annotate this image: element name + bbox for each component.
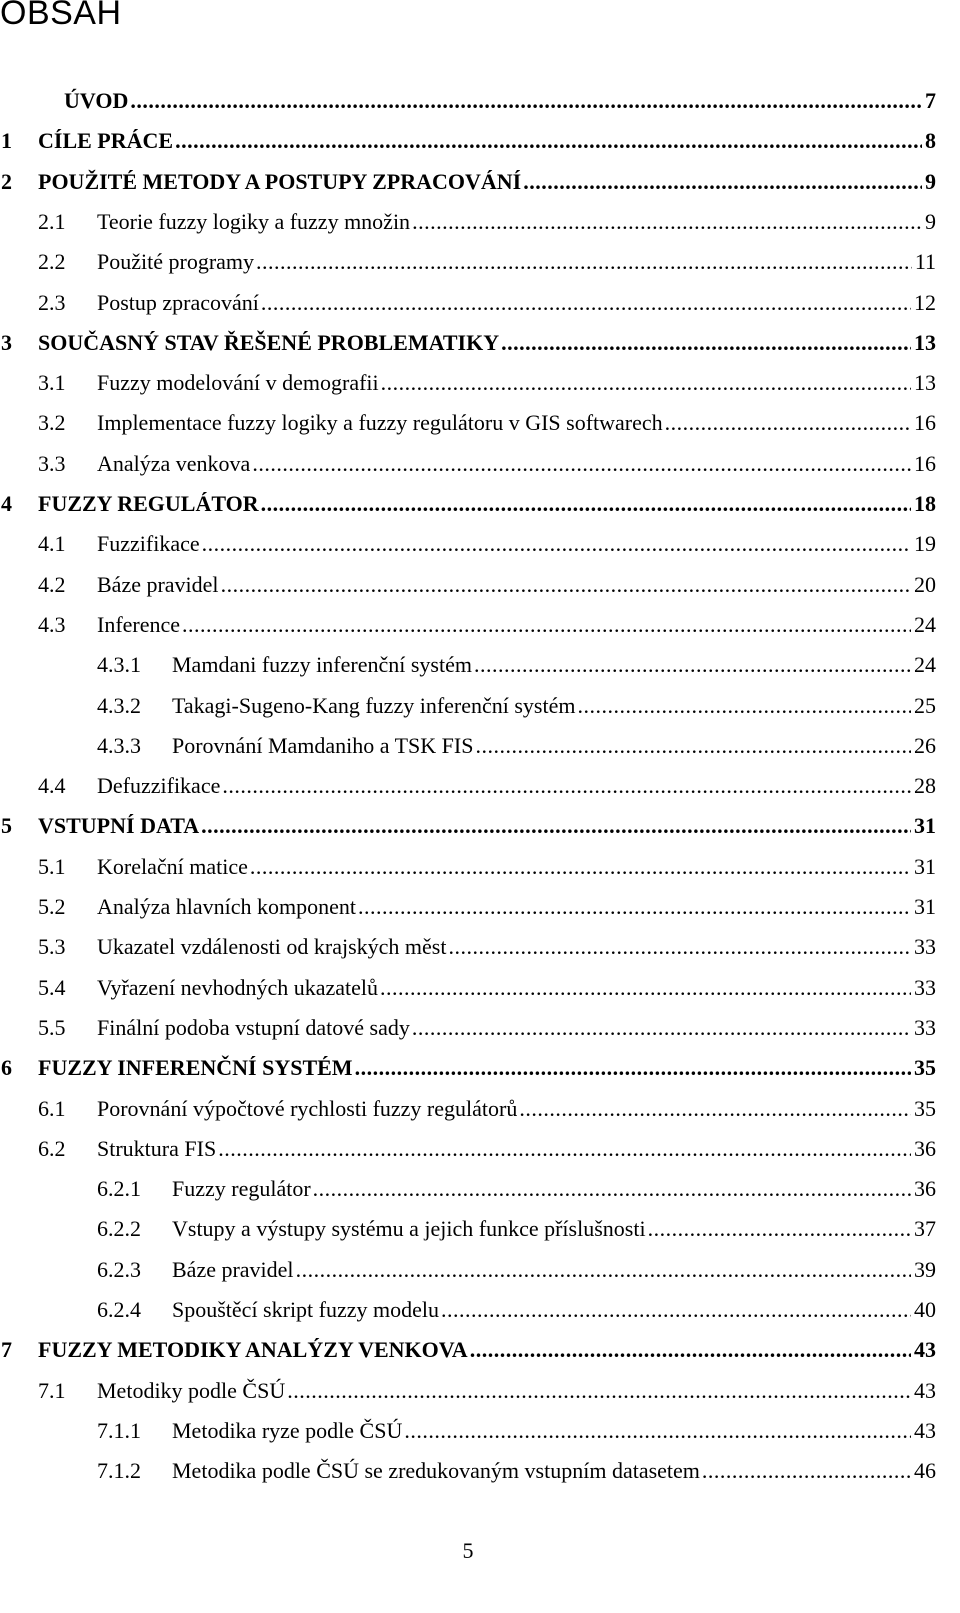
- toc-entry: [172, 1290, 936, 1330]
- toc-row[interactable]: [0, 968, 936, 1008]
- toc-row[interactable]: [0, 323, 936, 363]
- toc-entry: [38, 1048, 936, 1088]
- toc-entry-page: 35: [914, 1055, 936, 1081]
- toc-entry-title: Analýza venkova: [97, 450, 251, 476]
- toc-entry-page: 40: [914, 1297, 936, 1322]
- toc-entry-title: Báze pravidel: [97, 571, 219, 597]
- dot-leader: [252, 444, 911, 484]
- toc-row[interactable]: [0, 726, 936, 766]
- toc-entry-title: Metodika podle ČSÚ se zredukovaným vstupním datasetem: [172, 1458, 700, 1484]
- dot-leader: [448, 927, 911, 967]
- toc-entry: [38, 1330, 936, 1370]
- toc-entry-page: 46: [914, 1458, 936, 1484]
- toc-entry: [172, 1209, 936, 1249]
- toc-row[interactable]: [0, 484, 936, 524]
- toc-row[interactable]: [0, 605, 936, 645]
- toc-entry-number: 2.2: [38, 249, 66, 275]
- toc-entry: [97, 1129, 936, 1169]
- page-title: OBSAH: [0, 0, 122, 32]
- toc-row[interactable]: [0, 202, 936, 242]
- toc-entry-title: Metodika ryze podle ČSÚ: [172, 1417, 403, 1443]
- toc-entry-number: 5.3: [38, 934, 66, 960]
- dot-leader: [412, 202, 922, 242]
- toc-entry-title: Fuzzifikace: [97, 531, 200, 557]
- toc-entry-page: 39: [914, 1256, 936, 1282]
- toc-entry-number: 5.1: [38, 853, 66, 879]
- toc-entry: [97, 283, 936, 323]
- toc-row[interactable]: [0, 645, 936, 685]
- dot-leader: [313, 1169, 911, 1209]
- toc-entry: [38, 484, 936, 524]
- toc-entry-number: 3.2: [38, 410, 66, 436]
- toc-entry-title: Inference: [97, 611, 181, 637]
- toc-row[interactable]: [0, 1008, 936, 1048]
- toc-entry-number: 4.3: [38, 611, 66, 637]
- toc-entry-number: 5.2: [38, 894, 66, 919]
- toc-entry-page: 33: [914, 1014, 936, 1040]
- dot-leader: [130, 81, 922, 121]
- dot-leader: [287, 1371, 911, 1411]
- toc-entry-title: VSTUPNÍ DATA: [38, 813, 200, 839]
- dot-leader: [218, 1129, 911, 1169]
- toc-entry-title: Porovnání výpočtové rychlosti fuzzy regulátorů: [97, 1095, 518, 1121]
- toc-entry-page: 20: [914, 571, 936, 597]
- toc-entry: [172, 1411, 936, 1451]
- toc-entry: [172, 645, 936, 685]
- toc-row[interactable]: [0, 524, 936, 564]
- toc-entry-number: 2.1: [38, 208, 66, 234]
- toc-entry: [97, 968, 936, 1008]
- toc-row[interactable]: [0, 887, 936, 927]
- toc-entry-page: 36: [914, 1176, 936, 1202]
- toc-row[interactable]: [0, 847, 936, 887]
- toc-entry-number: 5.4: [38, 974, 66, 1000]
- toc-entry-title: SOUČASNÝ STAV ŘEŠENÉ PROBLEMATIKY: [38, 329, 500, 355]
- toc-entry-page: 43: [914, 1417, 936, 1443]
- toc-entry-page: 35: [914, 1095, 936, 1121]
- dot-leader: [261, 283, 911, 323]
- toc-entry-number: 7.1: [38, 1377, 66, 1403]
- toc-entry-page: 36: [914, 1135, 936, 1161]
- toc-entry-title: Vstupy a výstupy systému a jejich funkce příslušnosti: [172, 1216, 646, 1242]
- toc-entry: [172, 686, 936, 726]
- toc-row[interactable]: [0, 444, 936, 484]
- toc-entry-page: 16: [914, 450, 936, 476]
- toc-row[interactable]: [0, 363, 936, 403]
- toc-entry-number: 6.2.3: [97, 1256, 141, 1282]
- toc-row[interactable]: [0, 1250, 936, 1290]
- dot-leader: [182, 605, 911, 645]
- toc-row[interactable]: [0, 162, 936, 202]
- toc-entry-number: 4.3.1: [97, 652, 141, 678]
- toc-entry-number: 3: [1, 329, 12, 355]
- toc-entry: [38, 806, 936, 846]
- toc-entry-number: 7.1.1: [97, 1417, 141, 1443]
- toc-entry-number: 3.3: [38, 450, 66, 476]
- toc-entry-title: Porovnání Mamdaniho a TSK FIS: [172, 732, 474, 758]
- toc-entry-page: 31: [914, 894, 936, 919]
- toc-entry-title: Takagi-Sugeno-Kang fuzzy inferenční systém: [172, 692, 576, 718]
- toc-entry-page: 33: [914, 934, 936, 960]
- toc-entry: [97, 847, 936, 887]
- toc-entry: [97, 1008, 936, 1048]
- toc-row[interactable]: [0, 686, 936, 726]
- toc-entry-number: 5.5: [38, 1014, 66, 1040]
- toc-entry-page: 9: [925, 168, 936, 194]
- dot-leader: [222, 766, 911, 806]
- dot-leader: [380, 968, 911, 1008]
- toc-entry: [97, 927, 936, 967]
- toc-entry-title: Metodiky podle ČSÚ: [97, 1377, 286, 1403]
- dot-leader: [648, 1209, 911, 1249]
- toc-row[interactable]: [0, 283, 936, 323]
- toc-entry-title: Struktura FIS: [97, 1135, 217, 1161]
- toc-entry-page: 25: [914, 692, 936, 718]
- toc-row[interactable]: [0, 766, 936, 806]
- toc-entry-page: 33: [914, 974, 936, 1000]
- dot-leader: [256, 242, 912, 282]
- toc-row[interactable]: [0, 81, 936, 121]
- toc-entry-number: 6.2.4: [97, 1297, 141, 1322]
- toc-entry-number: 6.2.1: [97, 1176, 141, 1202]
- toc-entry-title: FUZZY METODIKY ANALÝZY VENKOVA: [38, 1337, 468, 1363]
- toc-entry-page: 43: [914, 1337, 936, 1363]
- dot-leader: [404, 1411, 911, 1451]
- dot-leader: [474, 645, 911, 685]
- toc-entry: [97, 403, 936, 443]
- dot-leader: [358, 887, 911, 927]
- dot-leader: [355, 1048, 911, 1088]
- toc-row[interactable]: [0, 565, 936, 605]
- toc-row[interactable]: [0, 1169, 936, 1209]
- toc-entry-title: Spouštěcí skript fuzzy modelu: [172, 1297, 440, 1322]
- toc-entry-title: CÍLE PRÁCE: [38, 128, 174, 154]
- toc-entry: [97, 242, 936, 282]
- dot-leader: [201, 806, 911, 846]
- toc-entry-page: 18: [914, 491, 936, 516]
- toc-entry-title: Ukazatel vzdálenosti od krajských měst: [97, 934, 447, 960]
- toc-entry-page: 24: [914, 611, 936, 637]
- toc-row[interactable]: [0, 1048, 936, 1088]
- toc-row[interactable]: [0, 806, 936, 846]
- toc-row[interactable]: [0, 1371, 936, 1411]
- toc-entry-number: 2.3: [38, 289, 66, 315]
- dot-leader: [501, 323, 911, 363]
- toc-entry-title: FUZZY REGULÁTOR: [38, 491, 259, 516]
- dot-leader: [202, 524, 911, 564]
- toc-entry-page: 12: [914, 289, 936, 315]
- toc-entry-number: 6.2: [38, 1135, 66, 1161]
- toc-entry-number: 4.1: [38, 531, 66, 557]
- toc-entry: [97, 1089, 936, 1129]
- toc-entry: [97, 887, 936, 927]
- toc-entry-page: 9: [925, 208, 936, 234]
- toc-entry: [97, 363, 936, 403]
- toc-row[interactable]: [0, 1290, 936, 1330]
- toc-entry-number: 2: [1, 168, 12, 194]
- toc-entry-title: Teorie fuzzy logiky a fuzzy množin: [97, 208, 411, 234]
- toc-entry-page: 24: [914, 652, 936, 678]
- toc-entry-page: 19: [914, 531, 936, 557]
- page-number: 5: [462, 1538, 474, 1563]
- dot-leader: [250, 847, 911, 887]
- toc-entry-number: 4.3.2: [97, 692, 141, 718]
- toc-row[interactable]: [0, 1330, 936, 1370]
- toc-entry: [97, 766, 936, 806]
- toc-entry: [38, 162, 936, 202]
- toc-entry-title: Vyřazení nevhodných ukazatelů: [97, 974, 378, 1000]
- toc-entry-number: 6.1: [38, 1095, 66, 1121]
- dot-leader: [470, 1330, 911, 1370]
- toc-entry: [172, 726, 936, 766]
- toc-entry-page: 43: [914, 1377, 936, 1403]
- toc-entry: [97, 444, 936, 484]
- toc-entry: [97, 605, 936, 645]
- toc-row[interactable]: [0, 1411, 936, 1451]
- toc-entry-number: 5: [1, 813, 12, 839]
- toc-entry: [64, 81, 936, 121]
- toc-entry-number: 4.4: [38, 773, 66, 799]
- toc-entry-page: 7: [925, 88, 936, 113]
- toc-entry-title: Implementace fuzzy logiky a fuzzy regulátoru v GIS softwarech: [97, 410, 663, 436]
- toc-row[interactable]: [0, 1129, 936, 1169]
- toc-entry-page: 31: [914, 853, 936, 879]
- dot-leader: [381, 363, 911, 403]
- toc-entry-page: 28: [914, 773, 936, 799]
- dot-leader: [523, 162, 922, 202]
- dot-leader: [175, 121, 922, 161]
- toc-entry: [38, 323, 936, 363]
- toc-entry: [172, 1250, 936, 1290]
- toc-entry-number: 1: [1, 128, 12, 154]
- toc-entry: [172, 1169, 936, 1209]
- toc-entry-title: Defuzzifikace: [97, 773, 221, 799]
- toc-entry-number: 6.2.2: [97, 1216, 141, 1242]
- toc-row[interactable]: [0, 1209, 936, 1249]
- toc-entry-title: Fuzzy regulátor: [172, 1176, 311, 1202]
- toc-entry-page: 31: [914, 813, 936, 839]
- toc-entry-number: 6: [1, 1055, 12, 1081]
- toc-entry: [97, 1371, 936, 1411]
- dot-leader: [702, 1451, 911, 1491]
- toc-entry-page: 26: [914, 732, 936, 758]
- toc-row[interactable]: [0, 242, 936, 282]
- dot-leader: [412, 1008, 911, 1048]
- toc-entry-title: Mamdani fuzzy inferenční systém: [172, 652, 472, 678]
- toc-entry-number: 7.1.2: [97, 1458, 141, 1484]
- toc-entry-title: Použité programy: [97, 249, 255, 275]
- toc-entry-page: 11: [914, 249, 936, 275]
- dot-leader: [665, 403, 911, 443]
- toc-entry-page: 13: [914, 329, 936, 355]
- toc-entry-title: ÚVOD: [64, 88, 129, 113]
- toc-entry: [38, 121, 936, 161]
- toc-entry-page: 13: [914, 370, 936, 396]
- toc-entry-number: 4.3.3: [97, 732, 141, 758]
- toc-entry-title: Postup zpracování: [97, 289, 259, 315]
- toc-entry: [97, 202, 936, 242]
- toc-entry-number: 7: [1, 1337, 12, 1363]
- toc-entry-title: POUŽITÉ METODY A POSTUPY ZPRACOVÁNÍ: [38, 168, 522, 194]
- toc-entry-number: 3.1: [38, 370, 66, 396]
- toc-row[interactable]: [0, 927, 936, 967]
- toc-row[interactable]: [0, 1089, 936, 1129]
- toc-entry-title: Korelační matice: [97, 853, 248, 879]
- dot-leader: [578, 686, 912, 726]
- toc-entry-title: Fuzzy modelování v demografii: [97, 370, 379, 396]
- dot-leader: [441, 1290, 911, 1330]
- toc-entry-page: 37: [914, 1216, 936, 1242]
- toc-entry-page: 16: [914, 410, 936, 436]
- dot-leader: [519, 1089, 911, 1129]
- toc-entry: [172, 1451, 936, 1491]
- dot-leader: [296, 1250, 911, 1290]
- toc-row[interactable]: [0, 403, 936, 443]
- toc-entry-title: Báze pravidel: [172, 1256, 294, 1282]
- toc-row[interactable]: [0, 121, 936, 161]
- toc-entry: [97, 565, 936, 605]
- toc-entry-number: 4.2: [38, 571, 66, 597]
- toc-entry: [97, 524, 936, 564]
- toc-entry-number: 4: [1, 491, 12, 516]
- dot-leader: [475, 726, 911, 766]
- toc-row[interactable]: [0, 1451, 936, 1491]
- toc-entry-title: FUZZY INFERENČNÍ SYSTÉM: [38, 1055, 353, 1081]
- toc-entry-title: Finální podoba vstupní datové sady: [97, 1014, 410, 1040]
- dot-leader: [261, 484, 911, 524]
- toc-entry-page: 8: [925, 128, 936, 154]
- dot-leader: [221, 565, 911, 605]
- toc-entry-title: Analýza hlavních komponent: [97, 894, 357, 919]
